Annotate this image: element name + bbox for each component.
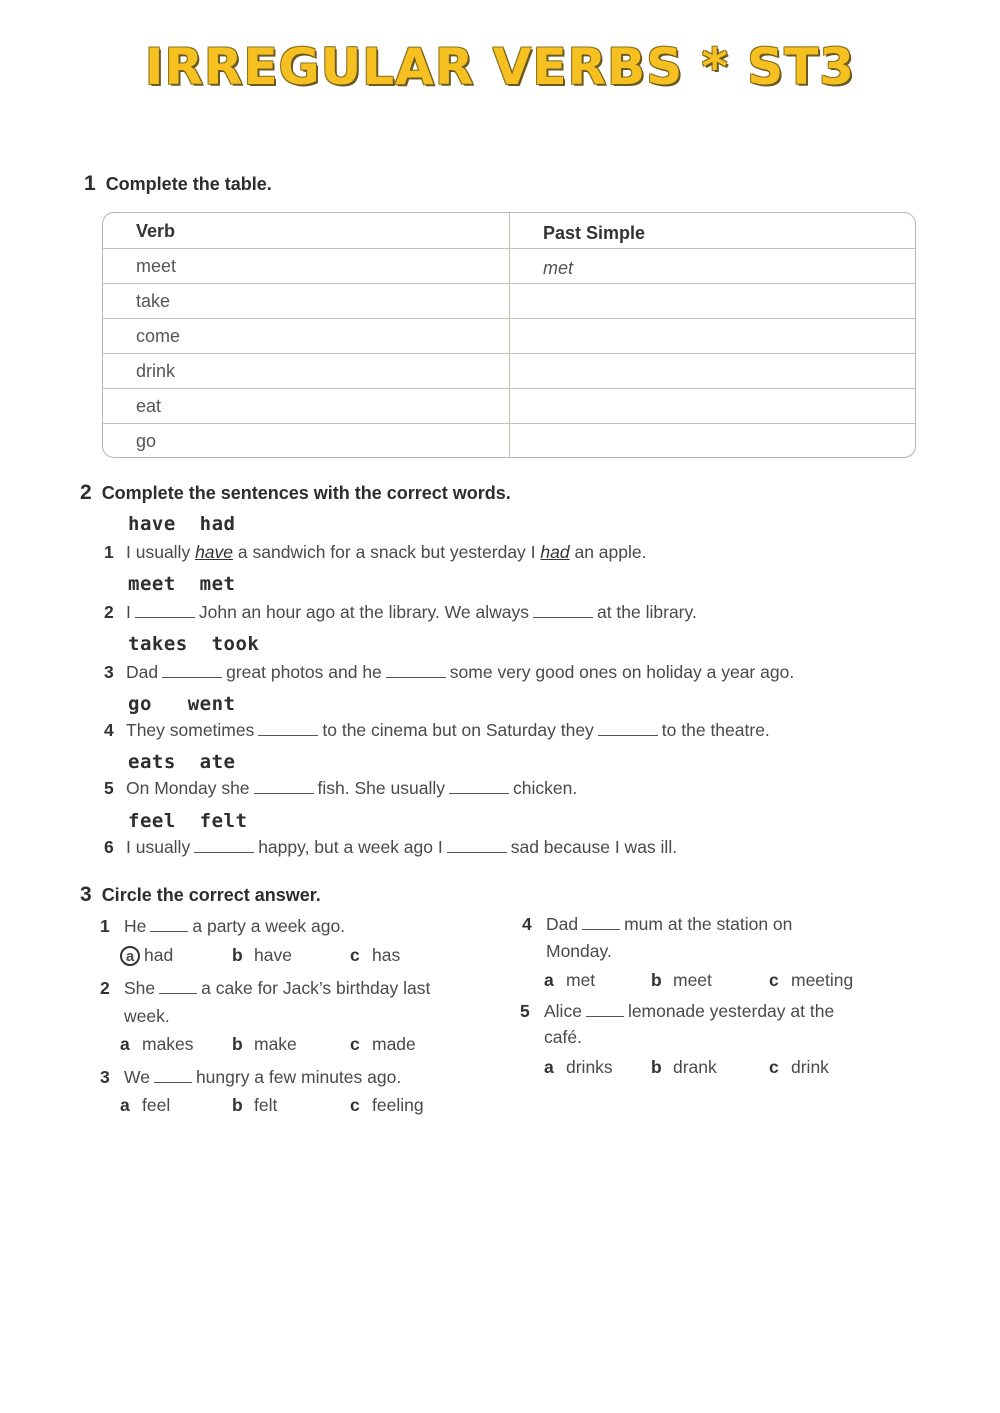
option-text: make <box>254 1034 297 1054</box>
option-letter: c <box>769 970 779 990</box>
option-letter: b <box>651 1057 662 1077</box>
sentence-text: I usually <box>126 542 196 562</box>
example-answer: had <box>540 542 570 562</box>
question-text: We <box>124 1067 150 1087</box>
verb-table <box>102 212 916 458</box>
table-header-row <box>103 213 915 249</box>
sentence-text: chicken. <box>512 778 578 798</box>
question-item <box>100 978 430 999</box>
word-pair: meet met <box>128 573 236 595</box>
option-text: feeling <box>372 1095 424 1115</box>
word-pair: have had <box>128 513 236 535</box>
item-number: 4 <box>104 720 114 740</box>
answer-blank[interactable] <box>386 663 446 678</box>
sentence-text: a sandwich for a snack but yesterday I <box>233 542 541 562</box>
answer-blank[interactable] <box>582 915 620 930</box>
section3-number: 3 <box>80 883 92 906</box>
word-pair: go went <box>128 693 236 715</box>
item-number: 1 <box>104 542 114 562</box>
answer-blank[interactable] <box>154 1068 192 1083</box>
option-text: meet <box>673 970 712 990</box>
answer-blank[interactable] <box>586 1002 624 1017</box>
option-letter: c <box>350 945 360 965</box>
item-number: 3 <box>104 662 114 682</box>
option-c[interactable] <box>350 945 400 966</box>
option-letter: a <box>544 1057 554 1077</box>
section1-heading-text: Complete the table. <box>105 174 272 194</box>
circled-letter-a: a <box>120 946 140 966</box>
table-row <box>103 353 915 389</box>
question-text: a party a week ago. <box>192 916 346 936</box>
option-text: drinks <box>566 1057 613 1077</box>
sentence-text: to the theatre. <box>661 720 770 740</box>
option-c[interactable] <box>350 1034 416 1055</box>
question-item <box>100 916 345 937</box>
answer-blank[interactable] <box>449 779 509 794</box>
sentence-item <box>104 778 577 799</box>
answer-blank[interactable] <box>447 838 507 853</box>
item-number: 1 <box>100 916 110 936</box>
question-text: Dad <box>546 914 579 934</box>
section2-number: 2 <box>80 481 92 504</box>
sentence-text: On Monday she <box>126 778 250 798</box>
option-text: has <box>372 945 401 965</box>
question-text: She <box>124 978 156 998</box>
question-continuation: Monday. <box>546 941 612 961</box>
option-letter: a <box>544 970 554 990</box>
option-b[interactable] <box>232 1034 350 1055</box>
section1-number: 1 <box>84 172 96 195</box>
option-text: felt <box>254 1095 278 1115</box>
question-text: mum at the station on <box>624 914 793 934</box>
section1-heading <box>84 172 272 196</box>
option-text: made <box>372 1034 416 1054</box>
option-letter: a <box>120 1095 130 1115</box>
option-a[interactable] <box>544 970 651 991</box>
question-continuation: café. <box>544 1027 582 1047</box>
question-text: He <box>124 916 147 936</box>
option-letter: c <box>769 1057 779 1077</box>
option-b[interactable] <box>232 1095 350 1116</box>
question-text: hungry a few minutes ago. <box>195 1067 402 1087</box>
section2-heading-text: Complete the sentences with the correct words. <box>101 483 511 503</box>
option-text: makes <box>142 1034 194 1054</box>
item-number: 4 <box>522 914 532 934</box>
sentence-text: at the library. <box>596 602 697 622</box>
option-text: had <box>144 945 174 965</box>
word-pair: feel felt <box>128 810 248 832</box>
option-b[interactable] <box>651 1057 769 1078</box>
option-b[interactable] <box>651 970 769 991</box>
sentence-text: sad because I was ill. <box>510 837 678 857</box>
answer-blank[interactable] <box>598 721 658 736</box>
sentence-text: happy, but a week ago I <box>258 837 443 857</box>
option-c[interactable] <box>350 1095 424 1116</box>
item-number: 2 <box>104 602 114 622</box>
option-letter: c <box>350 1034 360 1054</box>
option-a[interactable] <box>120 945 232 966</box>
option-letter: b <box>232 1095 243 1115</box>
option-text: drink <box>791 1057 829 1077</box>
question-item <box>520 1001 834 1022</box>
example-answer: have <box>195 542 234 562</box>
option-text: drank <box>673 1057 717 1077</box>
item-number: 3 <box>100 1067 110 1087</box>
word-pair: eats ate <box>128 751 236 773</box>
word-pair: takes took <box>128 633 260 655</box>
sentence-text: an apple. <box>569 542 647 562</box>
options-row <box>120 1034 416 1055</box>
answer-blank <box>150 917 188 932</box>
option-letter: b <box>651 970 662 990</box>
answer-blank[interactable] <box>162 663 222 678</box>
option-a[interactable] <box>120 1034 232 1055</box>
sentence-text: Dad <box>126 662 159 682</box>
header-verb: Verb <box>136 221 176 241</box>
question-item <box>100 1067 401 1088</box>
option-text: met <box>566 970 596 990</box>
sentence-text: I usually <box>126 837 191 857</box>
verb-cell: drink <box>136 361 176 381</box>
option-letter: c <box>350 1095 360 1115</box>
sentence-text: to the cinema but on Saturday they <box>322 720 594 740</box>
sentence-item <box>104 837 677 858</box>
item-number: 5 <box>104 778 114 798</box>
sentence-item <box>104 602 697 623</box>
sentence-text: I <box>126 602 131 622</box>
option-c[interactable] <box>769 1057 829 1078</box>
option-text: meeting <box>791 970 854 990</box>
answer-blank[interactable] <box>254 779 314 794</box>
answer-blank[interactable] <box>258 721 318 736</box>
answer-blank[interactable] <box>533 603 593 618</box>
past-cell[interactable]: met <box>543 258 574 278</box>
worksheet-title: IRREGULAR VERBS * ST3 <box>144 38 856 96</box>
option-text: have <box>254 945 292 965</box>
option-a[interactable] <box>544 1057 651 1078</box>
options-row <box>120 1095 424 1116</box>
question-text: lemonade yesterday at the <box>627 1001 835 1021</box>
item-number: 2 <box>100 978 110 998</box>
option-a[interactable] <box>120 1095 232 1116</box>
sentence-item <box>104 542 646 563</box>
table-row <box>103 318 915 354</box>
verb-cell: go <box>136 431 157 451</box>
question-continuation: week. <box>124 1006 170 1026</box>
section3-heading-text: Circle the correct answer. <box>101 885 321 905</box>
verb-cell: take <box>136 291 171 311</box>
sentence-text: They sometimes <box>126 720 255 740</box>
option-text: feel <box>142 1095 171 1115</box>
verb-cell: eat <box>136 396 162 416</box>
verb-cell: come <box>136 326 181 346</box>
item-number: 6 <box>104 837 114 857</box>
options-row <box>120 945 400 966</box>
options-row <box>544 1057 829 1078</box>
sentence-text: great photos and he <box>226 662 382 682</box>
section2-heading <box>80 481 511 505</box>
table-row <box>103 283 915 319</box>
option-letter: a <box>120 1034 130 1054</box>
answer-blank[interactable] <box>159 979 197 994</box>
question-item <box>522 914 792 935</box>
sentence-item <box>104 662 794 683</box>
sentence-text: fish. She usually <box>317 778 445 798</box>
verb-cell: meet <box>136 256 177 276</box>
table-row <box>103 248 915 284</box>
sentence-text: John an hour ago at the library. We always <box>198 602 529 622</box>
table-row <box>103 388 915 424</box>
option-letter: b <box>232 1034 243 1054</box>
option-b[interactable] <box>232 945 350 966</box>
table-row <box>103 423 915 458</box>
answer-blank[interactable] <box>194 838 254 853</box>
option-c[interactable] <box>769 970 853 991</box>
section3-heading <box>80 883 321 907</box>
option-letter: b <box>232 945 243 965</box>
answer-blank[interactable] <box>135 603 195 618</box>
options-row <box>544 970 853 991</box>
item-number: 5 <box>520 1001 530 1021</box>
header-past-simple: Past Simple <box>543 223 646 243</box>
question-text: Alice <box>544 1001 582 1021</box>
sentence-text: some very good ones on holiday a year ago. <box>449 662 795 682</box>
sentence-item <box>104 720 770 741</box>
question-text: a cake for Jack’s birthday last <box>201 978 431 998</box>
